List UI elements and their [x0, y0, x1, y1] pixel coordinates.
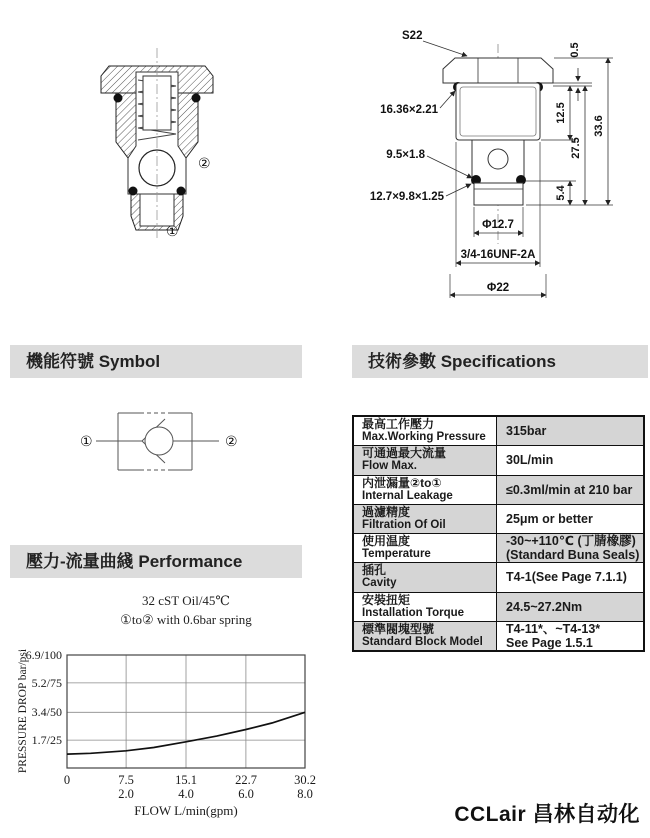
spec-label-zh: 可通過最大流量	[362, 446, 447, 461]
threaded-body	[456, 83, 540, 140]
x-tick-label: 0	[63, 773, 71, 787]
table-row	[354, 475, 643, 504]
x-tick-label-gpm: 2.0	[118, 787, 134, 801]
leader-s22	[423, 41, 467, 56]
chart-y-axis-title: PRESSURE DROP bar/psi	[17, 648, 29, 774]
table-row	[354, 445, 643, 474]
x-tick-label-gpm: 4.0	[178, 787, 194, 801]
spec-value: 30L/min	[506, 453, 554, 468]
spec-label-en: Cavity	[362, 577, 397, 590]
dim-12-5-label: 12.5	[555, 102, 567, 124]
specifications-table	[352, 415, 645, 652]
spec-value-line2: See Page 1.5.1	[506, 635, 593, 650]
chart-condition-oil: 32 cST Oil/45℃	[142, 593, 230, 608]
spec-value: 24.5~27.2Nm	[506, 599, 583, 614]
hex-head	[443, 58, 553, 83]
dim-0-5-label: 0.5	[569, 42, 581, 58]
spec-label-zh: 安裝扭矩	[362, 592, 411, 607]
spec-value: T4-11*、~T4-13*	[506, 621, 601, 636]
nose	[474, 183, 523, 205]
spec-value: 315bar	[506, 424, 547, 439]
seal-left	[129, 187, 138, 196]
dim-5-4-label: 5.4	[555, 185, 567, 201]
y-tick-label: 6.9/100	[25, 648, 62, 662]
x-tick-label: 15.1	[175, 773, 197, 787]
cross-hole	[488, 149, 508, 169]
spec-value: ≤0.3ml/min at 210 bar	[506, 482, 633, 497]
spec-label-zh: 最高工作壓力	[362, 417, 435, 432]
check-valve-symbol	[70, 408, 250, 480]
table-row	[354, 533, 643, 562]
x-tick-label: 30.2	[294, 773, 316, 787]
body-diameter-label: Φ22	[486, 282, 510, 294]
oring-size-label: 16.36×2.21	[380, 104, 438, 116]
spec-value-line2: (Standard Buna Seals)	[506, 548, 640, 563]
thread-label: 3/4-16UNF-2A	[460, 249, 536, 261]
table-row	[354, 504, 643, 533]
table-row	[354, 417, 643, 445]
table-row	[354, 592, 643, 621]
spec-label-en: Max.Working Pressure	[362, 431, 486, 444]
spec-label-en: Installation Torque	[362, 606, 465, 619]
spec-value: 25μm or better	[506, 511, 593, 526]
y-tick-label: 3.4/50	[31, 705, 62, 719]
leader-seal	[427, 156, 472, 178]
chart-x-axis-title: FLOW L/min(gpm)	[134, 803, 238, 818]
spec-label-zh: 使用温度	[362, 534, 411, 549]
spec-label-en: Temperature	[362, 548, 431, 561]
specs-section-title: 技術參數 Specifications	[352, 345, 648, 378]
table-row	[354, 562, 643, 591]
port2-label: ②	[198, 155, 211, 171]
symbol-section-title: 機能符號 Symbol	[10, 345, 302, 378]
x-tick-label: 22.7	[235, 773, 257, 787]
spec-label-zh: 内泄漏量②to①	[362, 475, 442, 490]
dim-27-5-label: 27.5	[570, 137, 582, 159]
chart-condition-spring: ①to② with 0.6bar spring	[120, 612, 252, 627]
spec-label-en: Internal Leakage	[362, 489, 453, 502]
performance-section-title: 壓力-流量曲綫 Performance	[10, 545, 302, 578]
spec-value: -30~+110℃ (丁腈橡膠)	[506, 534, 636, 549]
table-row	[354, 621, 643, 650]
dim-33-6-label: 33.6	[593, 115, 605, 137]
spec-label-en: Standard Block Model	[362, 635, 483, 648]
x-tick-label-gpm: 6.0	[238, 787, 254, 801]
spec-value: T4-1(See Page 7.1.1)	[506, 570, 627, 585]
spec-label-zh: 過濾精度	[362, 504, 411, 519]
pressure-flow-chart	[20, 645, 320, 775]
spec-label-en: Filtration Of Oil	[362, 518, 446, 531]
x-tick-label-gpm: 8.0	[297, 787, 313, 801]
nose-diameter-label: Φ12.7	[482, 219, 514, 231]
valve-cross-section-drawing	[88, 46, 233, 241]
seal-right	[177, 187, 186, 196]
oring-right	[192, 94, 201, 103]
x-tick-label: 7.5	[118, 773, 134, 787]
spec-label-zh: 插孔	[362, 563, 387, 578]
symbol-port2-label: ②	[225, 433, 238, 449]
check-ball-symbol	[145, 427, 173, 455]
port1-label: ①	[166, 223, 179, 239]
y-tick-label: 1.7/25	[31, 733, 62, 747]
seal-size-label: 9.5×1.8	[386, 149, 425, 161]
brand-logo: CCLair 昌林自动化	[454, 803, 640, 826]
oring-left	[114, 94, 123, 103]
valve-dimension-drawing	[345, 6, 647, 321]
leader-oring	[440, 91, 455, 108]
leader-backup	[446, 184, 471, 196]
spec-label-en: Flow Max.	[362, 460, 417, 473]
y-tick-label: 5.2/75	[31, 676, 62, 690]
spec-label-zh: 標準閥塊型號	[362, 621, 435, 636]
symbol-port1-label: ①	[80, 433, 93, 449]
backup-ring-label: 12.7×9.8×1.25	[369, 191, 444, 203]
hex-size-label: S22	[402, 30, 423, 42]
